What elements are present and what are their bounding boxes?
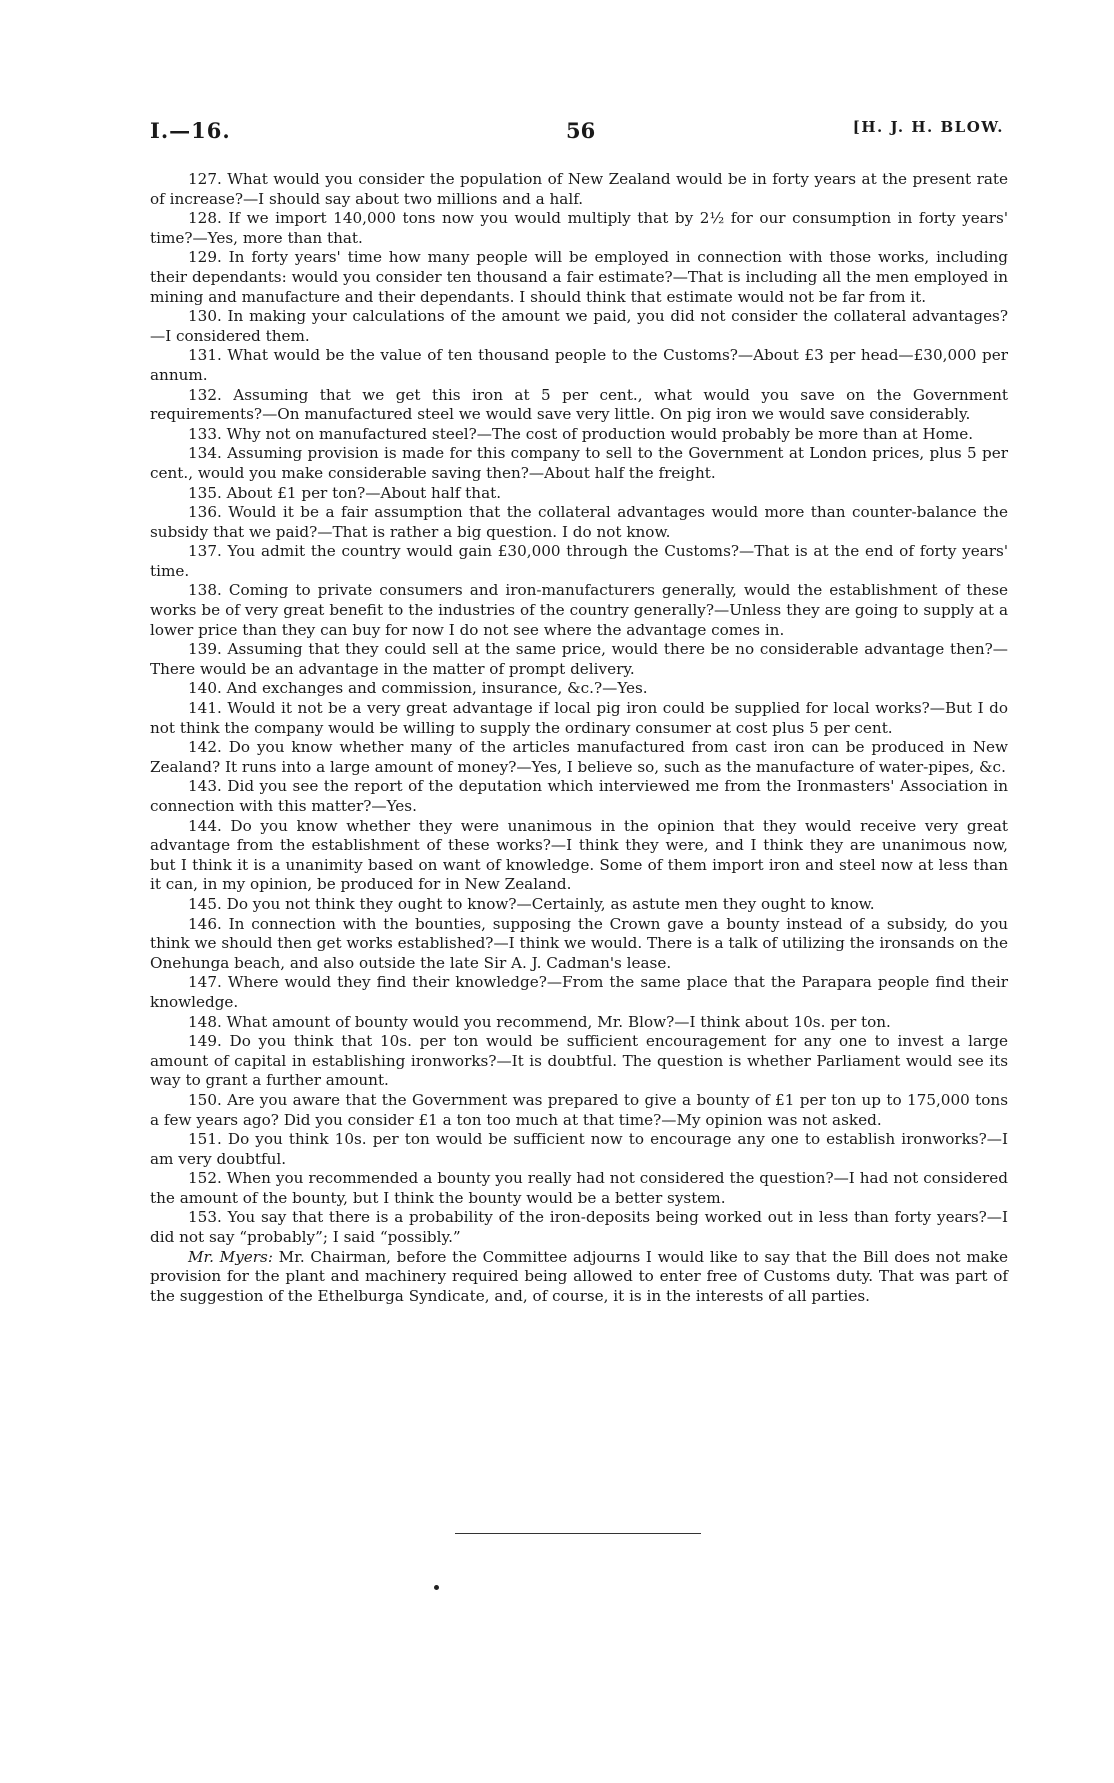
minutes-body (150, 170, 1008, 1306)
question-paragraph: 150. Are you aware that the Government was prepared to give a bounty of £1 per ton up to 175,000 tons a few years ago? Did you consider £1 a ton too much at that time?—My opinion was not asked. (150, 1090, 1008, 1129)
page-header (150, 118, 1012, 148)
question-paragraph: 153. You say that there is a probability of the iron-deposits being worked out in less than forty years?—I did not say “probably”; I said “possibly.” (150, 1208, 1008, 1247)
question-paragraph: 138. Coming to private consumers and iron-manufacturers generally, would the establishment of these works be of very great benefit to the industries of the country generally?—Unless they are going to supply at a lower price than they can buy for now I do not see where the advantage comes in. (150, 581, 1008, 639)
question-paragraph: 149. Do you think that 10s. per ton would be sufficient encouragement for any one to invest a large amount of capital in establishing ironworks?—It is doubtful. The question is whether Parliament would see its way to grant a further amount. (150, 1032, 1008, 1090)
question-paragraph: 137. You admit the country would gain £30,000 through the Customs?—That is at the end of forty years' time. (150, 542, 1008, 580)
question-paragraph: 147. Where would they find their knowledge?—From the same place that the Parapara people find their knowledge. (150, 973, 1008, 1011)
question-paragraph: 140. And exchanges and commission, insurance, &c.?—Yes. (188, 679, 648, 698)
question-paragraph: 133. Why not on manufactured steel?—The cost of production would probably be more than at Home. (188, 424, 974, 443)
question-paragraph: 130. In making your calculations of the amount we paid, you did not consider the collateral advantages?—I considered them. (150, 307, 1008, 345)
question-paragraph: 132. Assuming that we get this iron at 5 per cent., what would you save on the Government requirements?—On manufactured steel we would save very little. On pig iron we would save considerably. (150, 385, 1008, 424)
question-paragraph: 141. Would it not be a very great advantage if local pig iron could be supplied for local works?—But I do not think the company would be willing to supply the ordinary consumer at cost plus 5 per cent. (150, 699, 1008, 737)
question-paragraph: 129. In forty years' time how many people will be employed in connection with those works, including their dependants: would you consider ten thousand a fair estimate?—That is including all the men employed in mining and manufacture and their dependants. I should think that estimate would not be far from it. (150, 248, 1008, 306)
question-paragraph: 135. About £1 per ton?—About half that. (188, 483, 502, 502)
speaker-name: Mr. Myers: (188, 1247, 273, 1266)
question-paragraph: 127. What would you consider the population of New Zealand would be in forty years at the present rate of increase?—I should say about two millions and a half. (150, 170, 1008, 208)
question-paragraph: 143. Did you see the report of the deputation which interviewed me from the Ironmasters' Association in connection with this matter?—Yes. (150, 777, 1008, 815)
section-divider (455, 1533, 701, 1534)
question-paragraph: 152. When you recommended a bounty you really had not considered the question?—I had not considered the amount of the bounty, but I think the bounty would be a better system. (150, 1169, 1008, 1207)
question-paragraph: 139. Assuming that they could sell at the same price, would there be no considerable advantage then?—There would be an advantage in the matter of prompt delivery. (150, 640, 1008, 678)
witness-name: [H. J. H. BLOW. (852, 118, 1004, 136)
question-paragraph: 142. Do you know whether many of the articles manufactured from cast iron can be produced in New Zealand? It runs into a large amount of money?—Yes, I believe so, such as the manufacture of water-pipes, &c. (150, 738, 1008, 776)
question-paragraph: 128. If we import 140,000 tons now you would multiply that by 2½ for our consumption in forty years' time?—Yes, more than that. (150, 209, 1008, 247)
question-paragraph: 131. What would be the value of ten thousand people to the Customs?—About £3 per head—£30,000 per annum. (150, 346, 1008, 384)
paper-reference: I.—16. (150, 118, 231, 143)
question-paragraph: 134. Assuming provision is made for this company to sell to the Government at London prices, plus 5 per cent., would you make considerable saving then?—About half the freight. (150, 444, 1008, 482)
closing-statement (150, 1248, 1008, 1307)
question-paragraph: 146. In connection with the bounties, supposing the Crown gave a bounty instead of a subsidy, do you think we should then get works established?—I think we would. There is a talk of utilizing the ironsands on the Onehunga beach, and also outside the late Sir A. J. Cadman's lease. (150, 914, 1008, 972)
question-paragraph: 145. Do you not think they ought to know?—Certainly, as astute men they ought to know. (188, 894, 875, 913)
question-paragraph: 148. What amount of bounty would you recommend, Mr. Blow?—I think about 10s. per ton. (188, 1012, 891, 1031)
question-paragraph: 151. Do you think 10s. per ton would be sufficient now to encourage any one to establish ironworks?—I am very doubtful. (150, 1130, 1008, 1168)
question-paragraph: 144. Do you know whether they were unanimous in the opinion that they would receive very great advantage from the establishment of these works?—I think they were, and I think they are unanimous now, but I think it is a unanimity based on want of knowledge. Some of them import iron and steel now at less than it can, in my opinion, be produced for in New Zealand. (150, 816, 1008, 894)
page-number: 56 (566, 118, 596, 143)
question-paragraph: 136. Would it be a fair assumption that the collateral advantages would more than counter-balance the subsidy that we paid?—That is rather a big question. I do not know. (150, 503, 1008, 541)
print-mark (434, 1585, 439, 1590)
closing-text: Mr. Chairman, before the Committee adjourns I would like to say that the Bill does not make provision for the plant and machinery required being allowed to enter free of Customs duty. That was part of the suggestion of the Ethelburga Syndicate, and, of course, it is in the interests of all parties. (150, 1247, 1008, 1305)
